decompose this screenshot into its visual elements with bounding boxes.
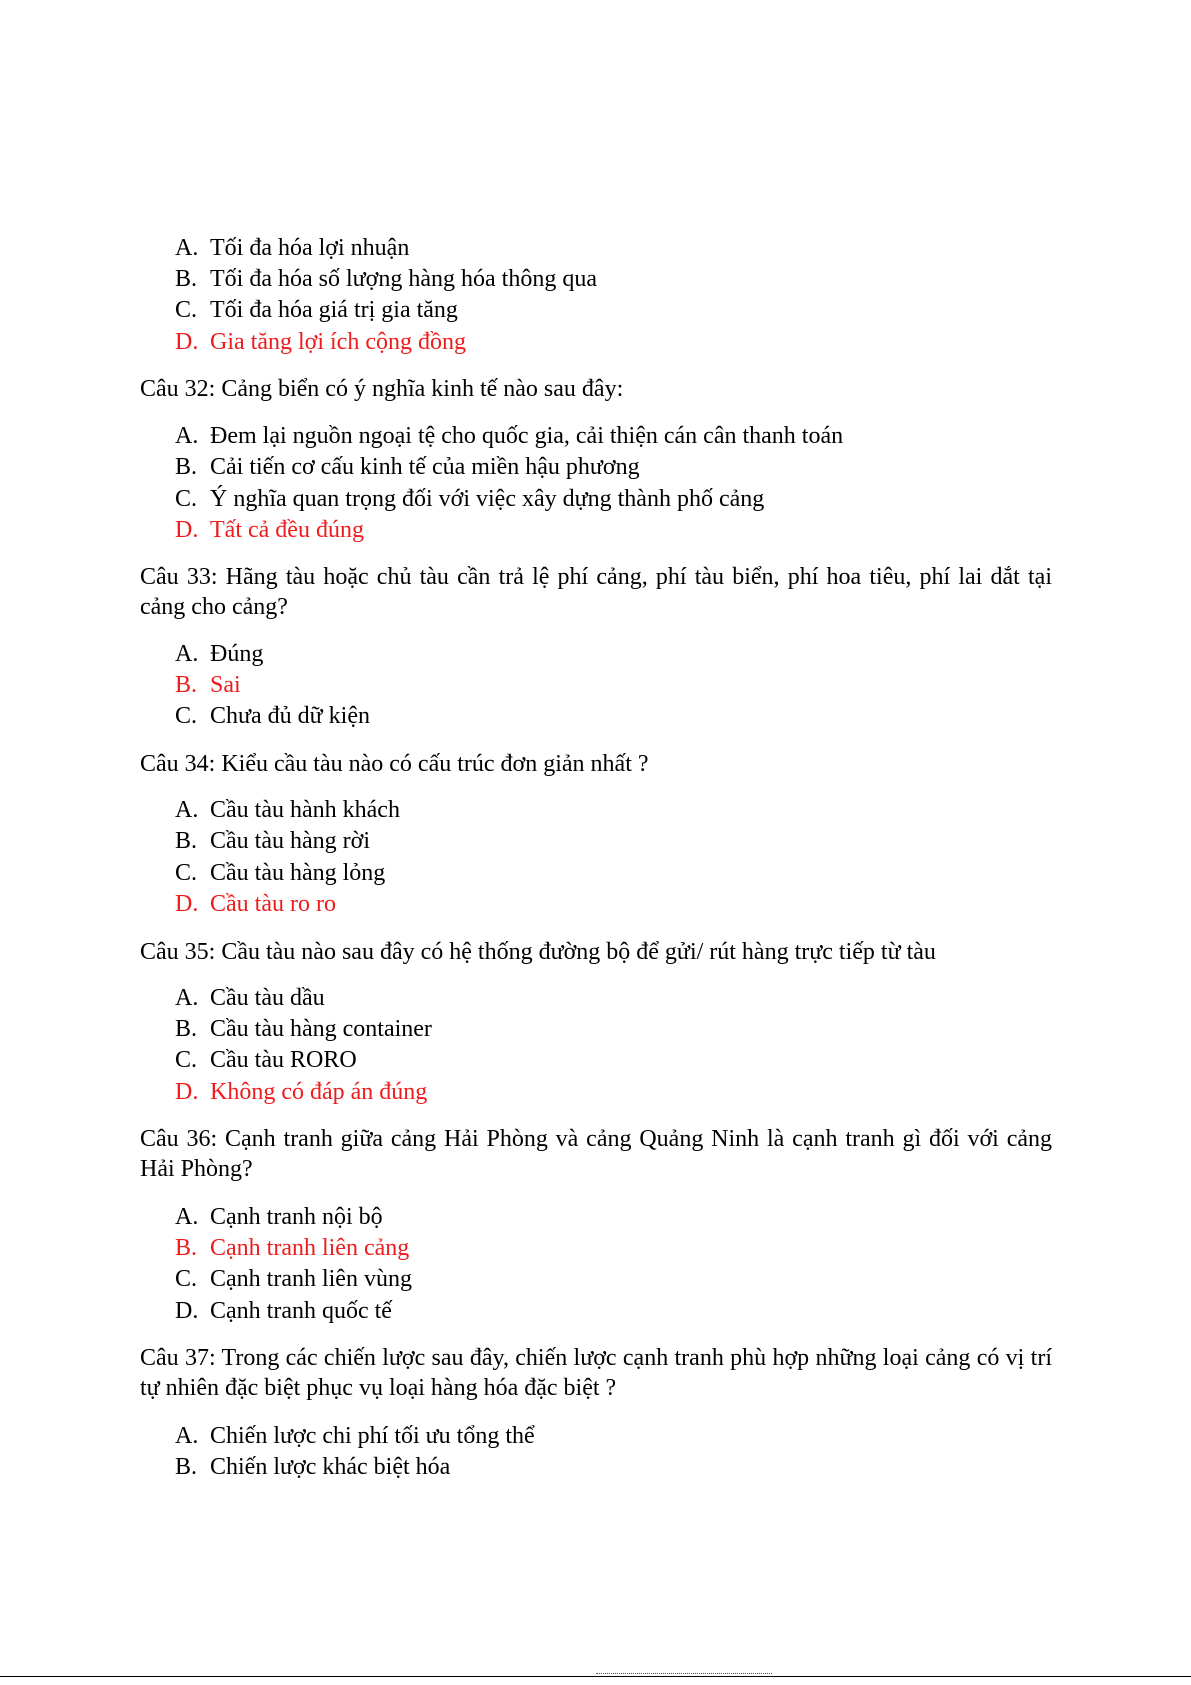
option-text: Đem lại nguồn ngoại tệ cho quốc gia, cải thiện cán cân thanh toán: [210, 423, 844, 449]
option-text: Đúng: [210, 641, 264, 667]
option-row: [175, 421, 843, 451]
option-row-correct: [175, 515, 364, 545]
option-row: [175, 1296, 392, 1326]
option-letter: C.: [175, 703, 198, 729]
option-text: Cầu tàu RORO: [210, 1047, 357, 1073]
option-letter: C.: [175, 1266, 198, 1292]
question-34: Câu 34: Kiểu cầu tàu nào có cấu trúc đơn giản nhất ?: [140, 751, 649, 777]
option-text: Chiến lược khác biệt hóa: [210, 1454, 451, 1480]
option-text: Tất cả đều đúng: [210, 517, 364, 543]
option-row: [175, 1045, 357, 1075]
option-row: [175, 295, 458, 325]
option-row: [175, 484, 764, 514]
option-letter: B.: [175, 1235, 198, 1261]
footer-divider: [0, 1676, 1191, 1677]
option-letter: D.: [175, 1079, 199, 1105]
option-row-correct: [175, 889, 336, 919]
option-letter: C.: [175, 297, 198, 323]
option-text: Cải tiến cơ cấu kinh tế của miền hậu phương: [210, 454, 640, 480]
option-letter: A.: [175, 641, 199, 667]
option-row: [175, 264, 597, 294]
option-letter: A.: [175, 235, 199, 261]
option-row: [175, 452, 640, 482]
option-letter: D.: [175, 891, 199, 917]
option-text: Cầu tàu ro ro: [210, 891, 336, 917]
option-text: Cạnh tranh nội bộ: [210, 1204, 383, 1230]
option-letter: D.: [175, 1298, 199, 1324]
option-text: Cầu tàu hàng rời: [210, 828, 370, 854]
option-row: [175, 858, 385, 888]
option-text: Tối đa hóa lợi nhuận: [210, 235, 410, 261]
option-letter: A.: [175, 985, 199, 1011]
option-row-correct: [175, 1077, 427, 1107]
option-text: Cạnh tranh quốc tế: [210, 1298, 392, 1324]
option-letter: B.: [175, 1454, 198, 1480]
option-text: Cạnh tranh liên vùng: [210, 1266, 412, 1292]
option-letter: A.: [175, 1423, 199, 1449]
option-letter: D.: [175, 517, 199, 543]
question-33: Câu 33: Hãng tàu hoặc chủ tàu cần trả lệ phí cảng, phí tàu biển, phí hoa tiêu, phí lai dắt tại cảng cho cảng?: [140, 564, 1052, 620]
option-letter: B.: [175, 266, 198, 292]
option-text: Gia tăng lợi ích cộng đồng: [210, 329, 466, 355]
option-text: Cầu tàu hàng container: [210, 1016, 432, 1042]
option-letter: B.: [175, 1016, 198, 1042]
option-row: [175, 639, 263, 669]
option-text: Sai: [210, 672, 241, 698]
option-text: Cầu tàu hành khách: [210, 797, 400, 823]
option-row: [175, 1202, 383, 1232]
option-text: Cầu tàu hàng lỏng: [210, 860, 386, 886]
option-text: Chưa đủ dữ kiện: [210, 703, 370, 729]
option-row: [175, 1264, 412, 1294]
option-text: Ý nghĩa quan trọng đối với việc xây dựng thành phố cảng: [210, 486, 765, 512]
question-32: Câu 32: Cảng biển có ý nghĩa kinh tế nào sau đây:: [140, 376, 624, 402]
option-letter: B.: [175, 828, 198, 854]
option-letter: C.: [175, 486, 198, 512]
option-row: [175, 701, 370, 731]
option-letter: B.: [175, 454, 198, 480]
option-letter: A.: [175, 797, 199, 823]
option-text: Cạnh tranh liên cảng: [210, 1235, 410, 1261]
option-text: Tối đa hóa giá trị gia tăng: [210, 297, 458, 323]
question-35: Câu 35: Cầu tàu nào sau đây có hệ thống đường bộ để gửi/ rút hàng trực tiếp từ tàu: [140, 939, 936, 965]
option-letter: A.: [175, 1204, 199, 1230]
option-letter: B.: [175, 672, 198, 698]
option-row: [175, 826, 370, 856]
question-37: Câu 37: Trong các chiến lược sau đây, chiến lược cạnh tranh phù hợp những loại cảng có vị trí tự nhiên đặc biệt phục vụ loại hàng hóa đặc biệt ?: [140, 1345, 1052, 1401]
option-row-correct: [175, 670, 241, 700]
option-row-correct: [175, 1233, 409, 1263]
option-text: Cầu tàu dầu: [210, 985, 325, 1011]
option-row: [175, 795, 400, 825]
option-row-correct: [175, 327, 466, 357]
option-row: [175, 1452, 450, 1482]
option-row: [175, 1014, 432, 1044]
option-row: [175, 1421, 535, 1451]
option-letter: D.: [175, 329, 199, 355]
question-36: Câu 36: Cạnh tranh giữa cảng Hải Phòng và cảng Quảng Ninh là cạnh tranh gì đối với cảng Hải Phòng?: [140, 1126, 1052, 1182]
option-letter: A.: [175, 423, 199, 449]
option-letter: C.: [175, 860, 198, 886]
option-row: [175, 233, 409, 263]
option-letter: C.: [175, 1047, 198, 1073]
option-text: Chiến lược chi phí tối ưu tổng thể: [210, 1423, 535, 1449]
option-text: Tối đa hóa số lượng hàng hóa thông qua: [210, 266, 597, 292]
option-text: Không có đáp án đúng: [210, 1079, 428, 1105]
option-row: [175, 983, 325, 1013]
